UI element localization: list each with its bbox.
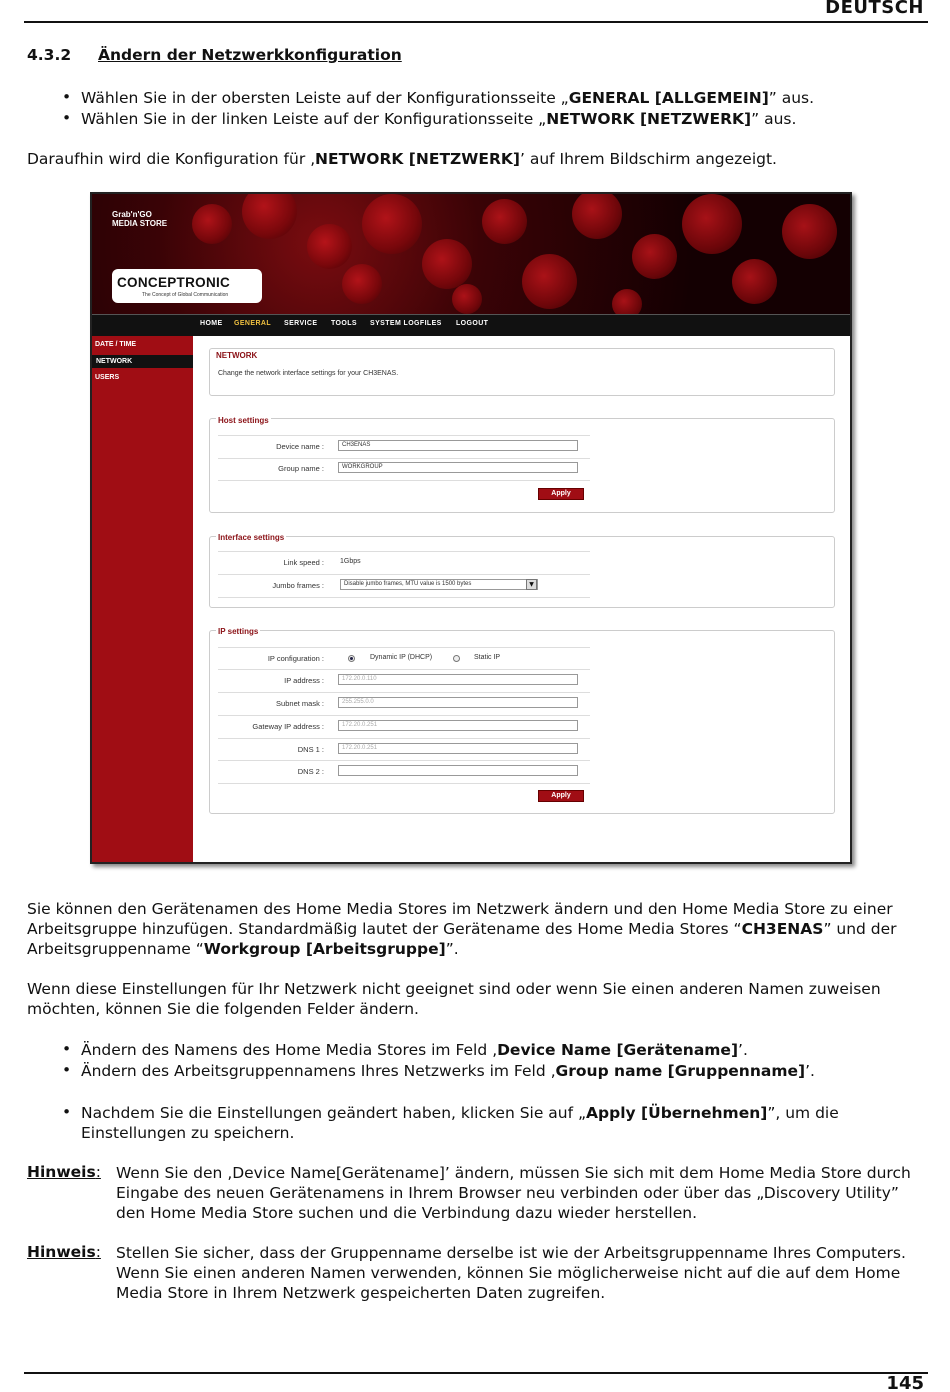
note-label-2: Hinweis: bbox=[27, 1243, 101, 1261]
host-apply-button[interactable]: Apply bbox=[538, 488, 584, 500]
bullet-dot: • bbox=[62, 1040, 72, 1058]
gateway-input[interactable]: 172.20.0.251 bbox=[338, 720, 578, 731]
link-speed-label: Link speed : bbox=[283, 558, 324, 567]
ip-config-label: IP configuration : bbox=[267, 654, 324, 663]
sidebar-item-date-time[interactable]: DATE / TIME bbox=[95, 341, 137, 348]
bullet-dot: • bbox=[62, 1061, 72, 1079]
nav-home[interactable]: HOME bbox=[200, 320, 223, 327]
subnet-mask-label: Subnet mask : bbox=[276, 699, 324, 708]
intro-bullet-2: Wählen Sie in der linken Leiste auf der Konfigurationsseite „NETWORK [NETZWERK]” aus. bbox=[81, 110, 797, 128]
body-paragraph-2: Wenn diese Einstellungen für Ihr Netzwerk nicht geeignet sind oder wenn Sie einen anderen Namen zuweisen möchten, können Sie die folgenden Felder ändern. bbox=[27, 980, 881, 1018]
dns2-label: DNS 2 : bbox=[297, 767, 324, 776]
group-name-input[interactable]: WORKGROUP bbox=[338, 462, 578, 473]
link-speed-value: 1Gbps bbox=[340, 558, 361, 565]
apply-bullet: Nachdem Sie die Einstellungen geändert haben, klicken Sie auf „Apply [Übernehmen]”, um die Einstellungen zu speichern. bbox=[81, 1104, 839, 1142]
note-label-1: Hinweis: bbox=[27, 1163, 101, 1181]
intro-paragraph: Daraufhin wird die Konfiguration für ‚NETWORK [NETZWERK]’ auf Ihrem Bildschirm angezeigt. bbox=[27, 150, 777, 168]
sidebar-item-users[interactable]: USERS bbox=[95, 374, 120, 381]
dns2-input[interactable] bbox=[338, 765, 578, 776]
ip-settings-title: IP settings bbox=[218, 627, 259, 636]
bullet-dot: • bbox=[62, 88, 72, 106]
group-name-label: Group name : bbox=[278, 464, 324, 473]
jumbo-frames-select[interactable]: Disable jumbo frames, MTU value is 1500 bytes bbox=[340, 579, 538, 590]
footer-rule bbox=[24, 1372, 928, 1374]
sidebar bbox=[92, 336, 193, 864]
gateway-label: Gateway IP address : bbox=[252, 722, 324, 731]
interface-settings-title: Interface settings bbox=[218, 533, 285, 542]
jumbo-frames-label: Jumbo frames : bbox=[272, 581, 324, 590]
change-bullet-1: Ändern des Namens des Home Media Stores im Feld ‚Device Name [Gerätename]’. bbox=[81, 1041, 748, 1059]
change-bullet-2: Ändern des Arbeitsgruppennamens Ihres Netzwerks im Feld ‚Group name [Gruppenname]’. bbox=[81, 1062, 815, 1080]
bullet-dot: • bbox=[62, 1103, 72, 1121]
dns1-input[interactable]: 172.20.0.251 bbox=[338, 743, 578, 754]
body-paragraph-1: Sie können den Gerätenamen des Home Media Stores im Netzwerk ändern und den Home Media Store zu einer Arbeitsgruppe hinzufügen. Standardmäßig lautet der Gerätename des Home Media Stores “CH3ENAS” und der Arbeitsgruppenname “Workgroup [Arbeitsgruppe]”. bbox=[27, 900, 897, 958]
banner bbox=[92, 194, 850, 314]
ip-apply-button[interactable]: Apply bbox=[538, 790, 584, 802]
network-title: NETWORK bbox=[216, 351, 258, 360]
static-ip-radio[interactable] bbox=[453, 655, 460, 662]
section-title: Ändern der Netzwerkkonfiguration bbox=[98, 46, 402, 64]
nav-logout[interactable]: LOGOUT bbox=[456, 320, 489, 327]
chevron-down-icon[interactable]: ▼ bbox=[526, 579, 537, 590]
conceptronic-logo: CONCEPTRONIC The Concept of Global Communication bbox=[112, 269, 262, 303]
section-number: 4.3.2 bbox=[27, 46, 72, 64]
page-number: 145 bbox=[886, 1373, 924, 1392]
static-ip-option-label: Static IP bbox=[474, 654, 501, 661]
sidebar-item-network[interactable]: NETWORK bbox=[92, 355, 193, 368]
dns1-label: DNS 1 : bbox=[297, 745, 324, 754]
bullet-dot: • bbox=[62, 109, 72, 127]
nav-system-logfiles[interactable]: SYSTEM LOGFILES bbox=[370, 320, 442, 327]
nav-service[interactable]: SERVICE bbox=[284, 320, 318, 327]
device-name-label: Device name : bbox=[276, 442, 324, 451]
language-label: DEUTSCH bbox=[825, 0, 924, 18]
ip-address-label: IP address : bbox=[284, 676, 324, 685]
note-text-1: Wenn Sie den ‚Device Name[Gerätename]’ ändern, müssen Sie sich mit dem Home Media Store durch Eingabe des neuen Gerätenamens in Ihrem Browser neu verbinden oder über das „Discovery Utility” den Home Media Store suchen und die Verbindung dazu wieder herstellen. bbox=[116, 1164, 911, 1222]
host-settings-title: Host settings bbox=[218, 416, 269, 425]
dhcp-radio[interactable] bbox=[348, 655, 355, 662]
ip-address-input[interactable]: 172.20.0.110 bbox=[338, 674, 578, 685]
web-ui-screenshot bbox=[90, 192, 852, 864]
nav-general[interactable]: GENERAL bbox=[234, 320, 272, 327]
subnet-mask-input[interactable]: 255.255.0.0 bbox=[338, 697, 578, 708]
intro-bullet-1: Wählen Sie in der obersten Leiste auf der Konfigurationsseite „GENERAL [ALLGEMEIN]” aus. bbox=[81, 89, 815, 107]
nav-tools[interactable]: TOOLS bbox=[331, 320, 357, 327]
product-brand: Grab'n'GO MEDIA STORE bbox=[112, 210, 168, 228]
header-rule bbox=[24, 21, 928, 23]
top-nav bbox=[92, 314, 850, 336]
device-name-input[interactable]: CH3ENAS bbox=[338, 440, 578, 451]
dhcp-option-label: Dynamic IP (DHCP) bbox=[370, 654, 433, 661]
note-text-2: Stellen Sie sicher, dass der Gruppenname derselbe ist wie der Arbeitsgruppenname Ihres Computers. Wenn Sie einen anderen Namen verwenden, können Sie möglicherweise nicht auf die auf dem Home Media Store in Ihrem Netzwerk gespeicherten Daten zugreifen. bbox=[116, 1244, 906, 1302]
network-description: Change the network interface settings for your CH3ENAS. bbox=[218, 370, 399, 377]
